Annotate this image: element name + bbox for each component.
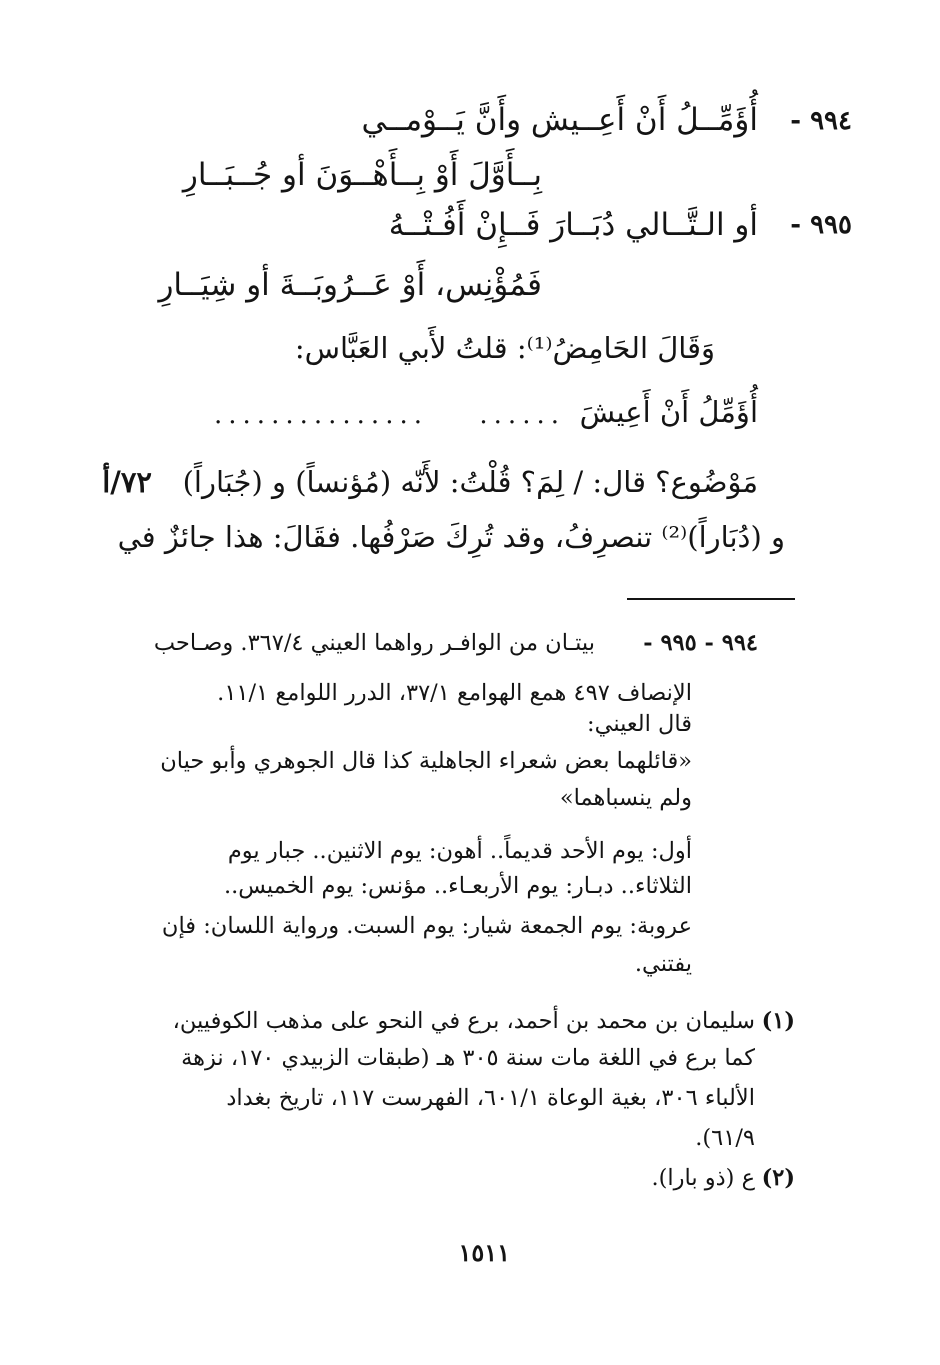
verse-994-line1: أُؤَمِّــلُ أَنْ أَعِــيش وأَنَّ يَــوْمــي (361, 102, 758, 138)
commentary-line: عروبة: يوم الجمعة شيار: يوم السبت. ورواية اللسان: فإن (161, 913, 692, 939)
page-number: ١٥١١ (458, 1238, 510, 1267)
footnote-marker-2: (٢) (761, 1165, 795, 1191)
verse-number-994: ٩٩٤ - (790, 106, 852, 136)
verse-995-line2: فَمُؤْنِس، أَوْ عَــرُوبَــةَ أو شِيَــارِ (158, 267, 542, 303)
prose-dots-b: ............... (214, 400, 428, 430)
commentary-line: يفتني. (634, 951, 692, 977)
footnote-2-line: ع (ذو بارا). (651, 1165, 755, 1191)
marginal-folio: ٧٢/أ (102, 465, 152, 499)
verse-994-line2: بِــأَوَّلَ أَوْ بِــأَهْــوَنَ أو جُــبَــارِ (182, 157, 542, 193)
footnote-1-line: كما برع في اللغة مات سنة ٣٠٥ هـ (طبقات الزبيدي ١٧٠، نزهة (181, 1045, 755, 1071)
commentary-line: أول: يوم الأحد قديماً.. أهون: يوم الاثنين.. جبار يوم (227, 838, 692, 864)
footnote-1-line: الألباء ٣٠٦، بغية الوعاة ٦٠١/١، الفهرست ١١٧، تاريخ بغداد (226, 1085, 755, 1111)
commentary-label: ٩٩٤ - ٩٩٥ - (643, 630, 758, 656)
commentary-line: قال العيني: (587, 711, 692, 737)
commentary-line: بيتـان من الوافـر رواهما العيني ٣٦٧/٤. وصـاحب (153, 630, 595, 656)
prose-quote: أُؤَمِّلُ أَنْ أَعِيشَ (579, 395, 758, 429)
commentary-line: الثلاثاء.. دبـار: يوم الأربعـاء.. مؤنس: يوم الخميس.. (223, 873, 692, 899)
verse-number-995: ٩٩٥ - (790, 210, 852, 240)
footnote-1-line: سليمان بن محمد بن أحمد، برع في النحو على مذهب الكوفيين، (172, 1008, 755, 1034)
footnote-marker-1: (١) (761, 1008, 795, 1034)
footnote-1-line: ٦١/٩). (695, 1125, 755, 1151)
footnote-separator (627, 598, 795, 600)
prose-line3: مَوْضُوع؟ قال: / لِمَ؟ قُلْتُ: لأَنّه (مُؤنساً) و (جُبَاراً) (182, 465, 758, 499)
commentary-line: الإنصاف ٤٩٧ همع الهوامع ٣٧/١، الدرر اللوامع ١١/١. (217, 680, 692, 706)
commentary-line: «قائلهما بعض شعراء الجاهلية كذا قال الجوهري وأبو حيان (160, 748, 692, 774)
prose-dots-a: ...... (479, 400, 565, 430)
prose-line4: و (دُبَاراً)⁽²⁾ تنصرِفُ، وقد تُرِكَ صَرْفُها. فقَالَ: هذا جائزٌ في (117, 520, 785, 554)
verse-995-line1: أو الـتَّــالي دُبَــارَ فَــإِنْ أَفُـتْــهُ (388, 207, 758, 243)
commentary-line: ولم ينسباهما» (559, 785, 692, 811)
prose-intro: وَقَالَ الحَامِضُ⁽¹⁾: قلتُ لأَبي العَبَّاس: (294, 331, 715, 365)
